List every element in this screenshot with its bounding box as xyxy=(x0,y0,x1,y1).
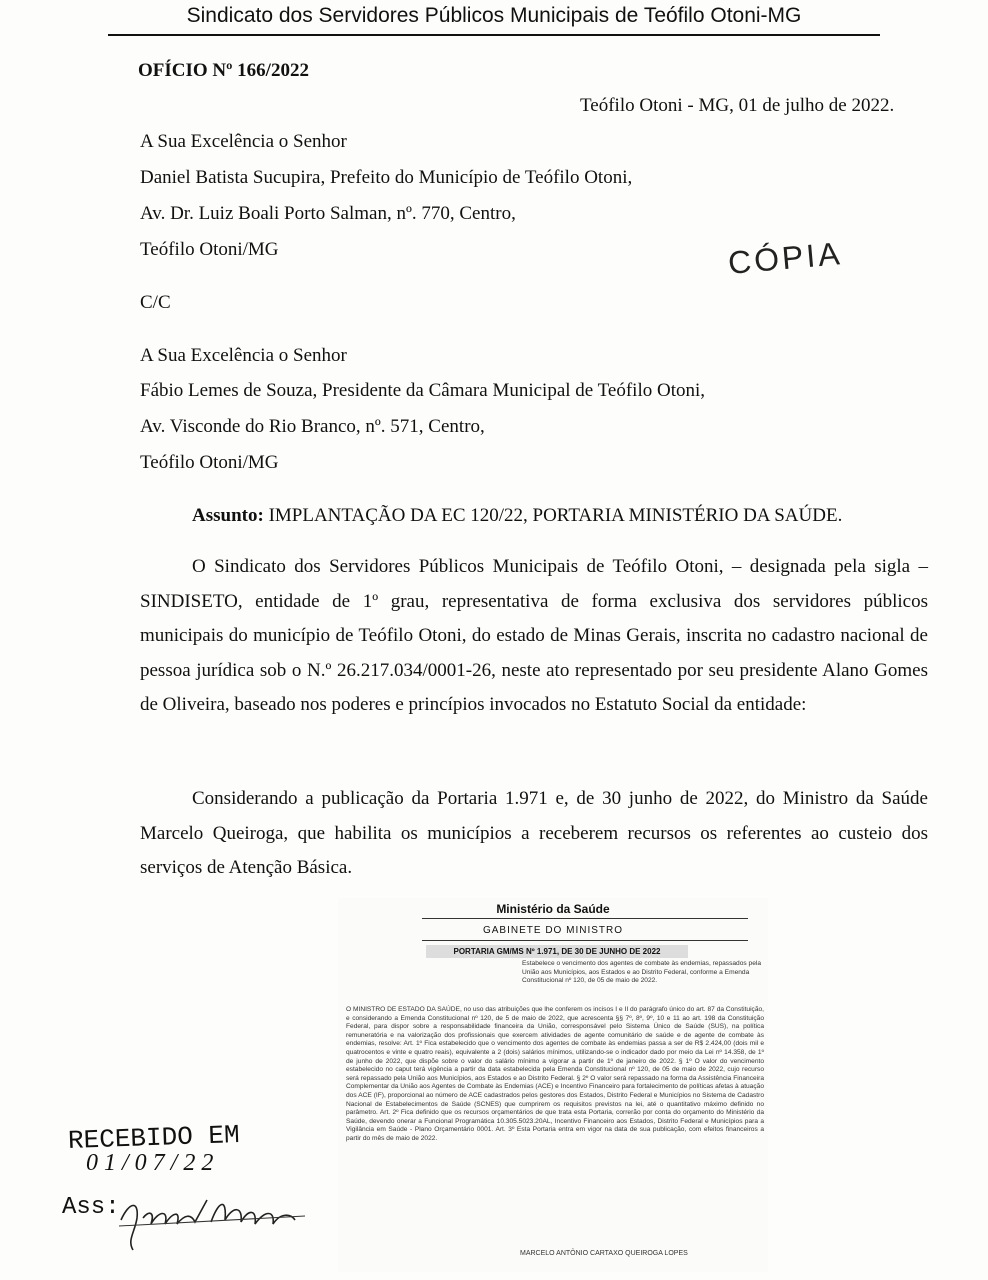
signature-label: Ass: xyxy=(62,1194,120,1221)
copy-stamp: CÓPIA xyxy=(726,235,844,281)
paragraph-intro: O Sindicato dos Servidores Públicos Municipais de Teófilo Otoni, – designada pela sigla – SINDISETO, entidade de 1º grau, representativa de forma exclusiva dos servidores públicos municipais do município de Teófilo Otoni, do estado de Minas Gerais, inscrita no cadastro nacional de pessoa jurídica sob o N.º 26.217.034/0001-26, neste ato representado por seu presidente Alano Gomes de Oliveira, baseado nos poderes e princípios invocados no Estatuto Social da entidade: xyxy=(140,556,928,715)
recipient2-city: Teófilo Otoni/MG xyxy=(140,452,279,473)
received-stamp: RECEBIDO EM xyxy=(67,1120,241,1156)
portaria-clipping xyxy=(338,898,768,1272)
portaria-rule-mid xyxy=(422,940,748,941)
cc-label: C/C xyxy=(140,292,171,313)
subject-line xyxy=(192,505,842,527)
recipient1-address: Av. Dr. Luiz Boali Porto Salman, nº. 770, Centro, xyxy=(140,203,516,224)
letterhead xyxy=(0,0,988,36)
recipient2-address: Av. Visconde do Rio Branco, nº. 571, Centro, xyxy=(140,416,485,437)
recipient2-greeting: A Sua Excelência o Senhor xyxy=(140,345,347,366)
subject-text: IMPLANTAÇÃO DA EC 120/22, PORTARIA MINISTÉRIO DA SAÚDE. xyxy=(268,505,843,526)
recipient1-greeting: A Sua Excelência o Senhor xyxy=(140,131,347,152)
portaria-ministry: Ministério da Saúde xyxy=(496,902,610,916)
portaria-signature: MARCELO ANTÔNIO CARTAXO QUEIROGA LOPES xyxy=(520,1250,688,1257)
portaria-rule-top xyxy=(422,918,748,919)
recipient2-name: Fábio Lemes de Souza, Presidente da Câmara Municipal de Teófilo Otoni, xyxy=(140,380,706,401)
paragraph-considering: Considerando a publicação da Portaria 1.971 e, de 30 junho de 2022, do Ministro da Saúde Marcelo Queiroga, que habilita os municípios a receberem recursos os referentes ao custeio dos serviços de Atenção Básica. xyxy=(140,788,928,878)
received-date: 01/07/22 xyxy=(86,1150,220,1176)
subject-label: Assunto: xyxy=(192,505,264,526)
portaria-body: O MINISTRO DE ESTADO DA SAÚDE, no uso das atribuições que lhe conferem os incisos I e II do parágrafo único do art. 87 da Constituição, e considerando a Emenda Constitucional nº 120, de 5 de maio de 2022, que acrescenta §§ 7º, 8º, 9º, 10 e 11 ao art. 198 da Constituição Federal, para dispor sobre a responsabilidade financeira da União, corresponsável pelo Sistema Único de Saúde (SUS), na política remuneratória e na valorização dos profissionais que exercem atividades de agente comunitário de saúde e de agente de combate às endemias, resolve: Art. 1º Fica estabelecido que o vencimento dos agentes de combate às endemias passa a ser de R$ 2.424,00 (dois mil e quatrocentos e vinte e quatro reais), equivalente a 2 (dois) salários mínimos, utilizando-se o indicador dado por meio da Lei nº 14.358, de 1º de junho de 2022, que dispõe sobre o valor do salário mínimo a vigorar a partir de 1º de janeiro de 2022. § 1º O valor do vencimento estabelecido no caput terá vigência a partir da data estabelecida pela Emenda Constitucional nº 120, de 05 de maio de 2022, cujo recurso será repassado pela União aos Municípios, aos Estados e ao Distrito Federal. § 2º O valor será repassado na forma da Assistência Financeira Complementar da União aos Agentes de Combate às Endemias (ACE) e Incentivo Financeiro para fortalecimento de políticas afetas à atuação dos ACE (IF), proporcional ao número de ACE cadastrados pelos gestores dos Estados, Distrito Federal e Municípios no Sistema de Cadastro Nacional de Estabelecimentos de Saúde (SCNES) que cumprirem os requisitos previstos na lei, até o quantitativo máximo definido no parâmetro. Art. 2º Fica definido que os recursos orçamentários de que trata esta Portaria, correrão por conta do orçamento do Ministério da Saúde, devendo onerar a Funcional Programática 10.305.5023.20AL, Incentivo Financeiro aos Estados, Distrito Federal e Municípios para a Vigilância em Saúde - Plano Orçamentário 0001. Art. 3º Esta Portaria entra em vigor na data de sua publicação, com efeitos financeiros a partir do mês de maio de 2022. xyxy=(346,1006,764,1142)
letter-date: Teófilo Otoni - MG, 01 de julho de 2022. xyxy=(580,95,895,116)
portaria-title: PORTARIA GM/MS Nº 1.971, DE 30 DE JUNHO DE 2022 xyxy=(426,945,688,958)
portaria-ementa: Estabelece o vencimento dos agentes de combate às endemias, repassados pela União aos Municípios, aos Estados e ao Distrito Federal, conforme a Emenda Constitucional nº 120, de 05 de maio de 2022. xyxy=(522,960,761,985)
letterhead-title: Sindicato dos Servidores Públicos Municipais de Teófilo Otoni-MG xyxy=(186,4,802,27)
portaria-cabinet: GABINETE DO MINISTRO xyxy=(482,925,623,936)
recipient1-name: Daniel Batista Sucupira, Prefeito do Município de Teófilo Otoni, xyxy=(140,167,633,188)
letter-number: OFÍCIO Nº 166/2022 xyxy=(138,60,309,81)
handwritten-signature-icon xyxy=(115,1180,315,1260)
letterhead-rule xyxy=(108,34,880,36)
recipient1-city: Teófilo Otoni/MG xyxy=(140,239,279,260)
